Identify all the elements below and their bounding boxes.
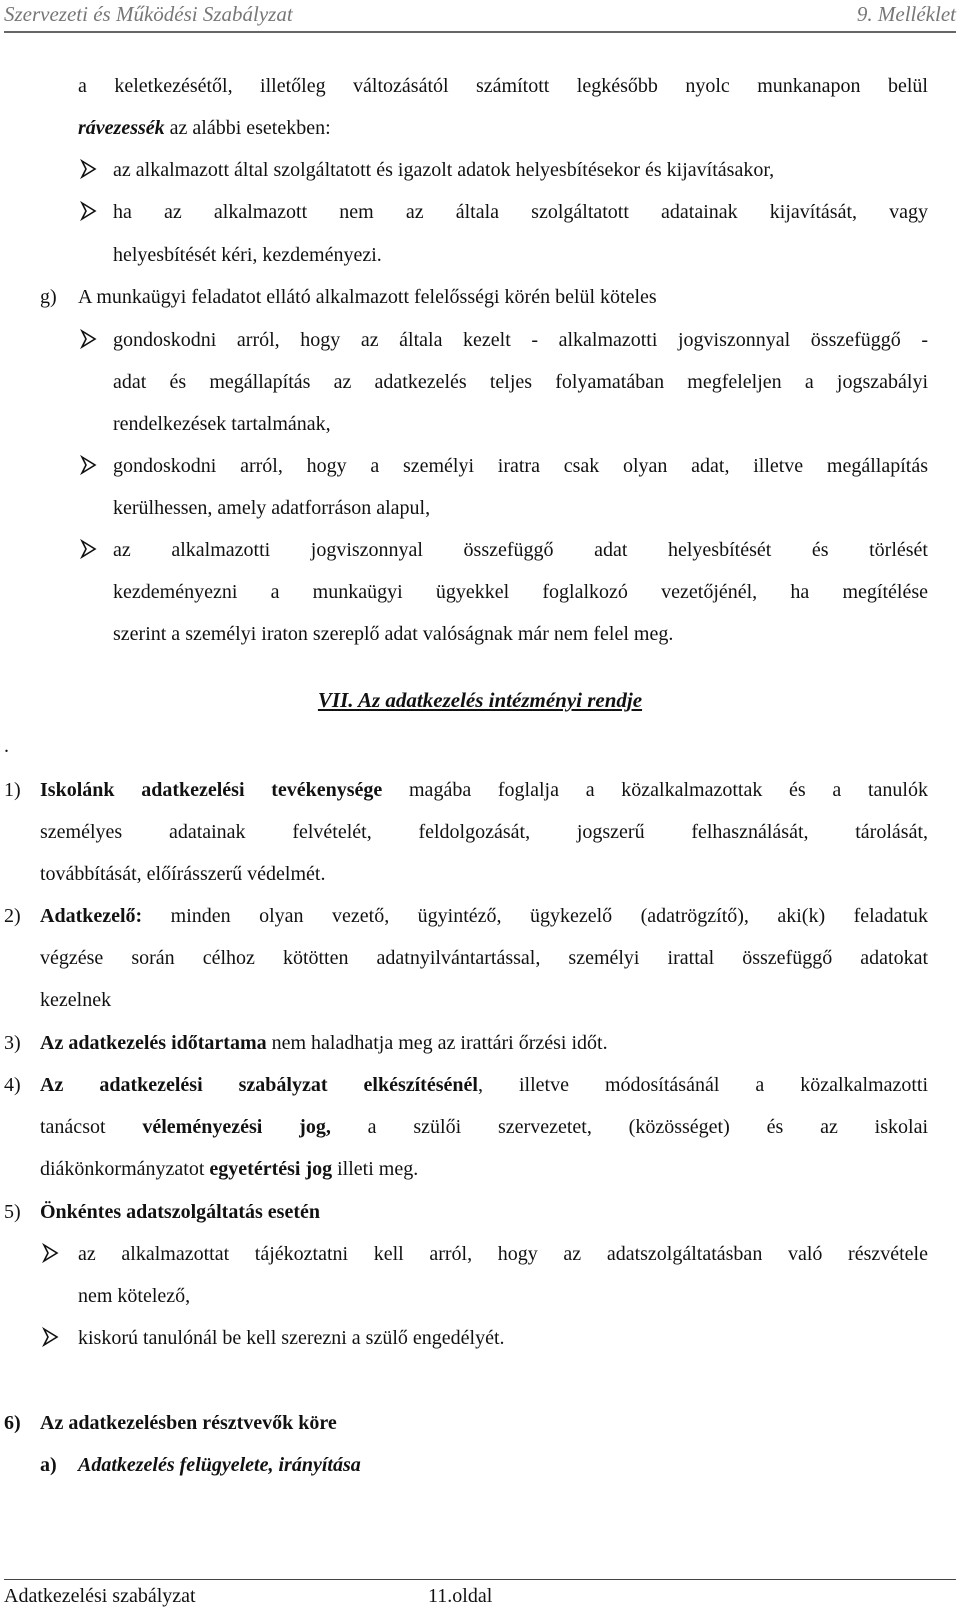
item-4-line-2-a: tanácsot [40, 1116, 143, 1138]
arrow-bullet-icon [80, 158, 98, 180]
header-divider [4, 31, 956, 33]
item-3-number: 3) [4, 1032, 21, 1054]
item-2-heading: Adatkezelő: [40, 905, 143, 927]
item-2-number: 2) [4, 905, 21, 927]
item-4-line-1 [40, 1073, 928, 1097]
section-g-bullet-3-line-2: kezdeményezni a munkaügyi ügyekkel foglalkozó vezetőjénél, ha megítélése [113, 581, 928, 603]
stray-dot: . [4, 735, 9, 757]
page-footer [4, 1577, 956, 1617]
section-g-bullet-2-line-2: kerülhessen, amely adatforráson alapul, [113, 497, 431, 519]
item-4-line-1-rest: , illetve módosításánál a közalkalmazotti [477, 1074, 928, 1096]
item-5-bullet-1-line-1: az alkalmazottat tájékoztatni kell arról, hogy az adatszolgáltatásban való részvétele [78, 1243, 928, 1265]
item-5-bullet-1-line-2: nem kötelező, [78, 1285, 191, 1307]
item-2-line-3: kezelnek [40, 989, 112, 1011]
footer-page-number: 11.oldal [428, 1585, 493, 1607]
item-3-heading: Az adatkezelés időtartama [40, 1032, 267, 1054]
intro-bullet-1: az alkalmazott által szolgáltatott és igazolt adatok helyesbítésekor és kijavításakor, [113, 159, 775, 181]
item-3-line-1-rest: nem haladhatja meg az irattári őrzési időt. [266, 1032, 608, 1054]
arrow-bullet-icon [80, 328, 98, 350]
chapter-title: VII. Az adatkezelés intézményi rendje [317, 688, 643, 712]
intro-line-2-rest: az alábbi esetekben: [164, 117, 331, 139]
item-2-line-2: végzése során célhoz kötötten adatnyilvántartással, személyi irattal összefüggő adatokat [40, 947, 928, 969]
item-1-number: 1) [4, 779, 21, 801]
section-g-label: g) [40, 286, 57, 308]
intro-bullet-2: ha az alkalmazott nem az általa szolgáltatott adatainak kijavítását, vagy [113, 201, 928, 223]
section-g-bullet-1-line-1: gondoskodni arról, hogy az általa kezelt - alkalmazotti jogviszonnyal összefüggő - [113, 329, 928, 351]
item-4-right-opinion: véleményezési jog, [142, 1116, 331, 1138]
section-g-bullet-3-line-1: az alkalmazotti jogviszonnyal összefüggő adat helyesbítését és törlését [113, 539, 928, 561]
item-1-line-1 [40, 778, 928, 802]
item-6-sub-heading: Adatkezelés felügyelete, irányítása [78, 1454, 361, 1476]
item-6-sub-label: a) [40, 1454, 57, 1476]
item-2-line-1-rest: minden olyan vezető, ügyintéző, ügykezelő (adatrögzítő), aki(k) feladatuk [142, 905, 928, 927]
item-2-line-1 [40, 904, 928, 928]
arrow-bullet-icon [80, 454, 98, 476]
section-g-bullet-2-line-1: gondoskodni arról, hogy a személyi iratra csak olyan adat, illetve megállapítás [113, 455, 928, 477]
item-1-line-1-rest: magába foglalja a közalkalmazottak és a tanulók [382, 779, 928, 801]
page-header [4, 0, 956, 30]
section-g-bullet-3-line-3: szerint a személyi iraton szereplő adat valóságnak már nem felel meg. [113, 623, 674, 645]
item-4-right-consent: egyetértési jog [209, 1158, 333, 1180]
item-6-number: 6) [4, 1412, 21, 1434]
intro-line-2 [78, 116, 331, 140]
item-5-bullet-2: kiskorú tanulónál be kell szerezni a szülő engedélyét. [78, 1327, 505, 1349]
item-1-heading: Iskolánk adatkezelési tevékenysége [40, 779, 383, 801]
item-6-heading: Az adatkezelésben résztvevők köre [40, 1412, 337, 1434]
item-4-heading: Az adatkezelési szabályzat elkészítésénél [40, 1074, 478, 1096]
arrow-bullet-icon [80, 538, 98, 560]
item-4-line-3-a: diákönkormányzatot [40, 1158, 210, 1180]
arrow-bullet-icon [80, 200, 98, 222]
item-4-line-3-b: illeti meg. [332, 1158, 419, 1180]
item-1-line-3: továbbítását, előírásszerű védelmét. [40, 863, 326, 885]
item-4-line-2 [40, 1115, 928, 1139]
item-4-number: 4) [4, 1074, 21, 1096]
arrow-bullet-icon [42, 1242, 60, 1264]
item-3-line-1 [40, 1031, 608, 1055]
item-5-heading: Önkéntes adatszolgáltatás esetén [40, 1201, 320, 1223]
footer-document-name: Adatkezelési szabályzat [4, 1585, 196, 1607]
item-4-line-2-b: a szülői szervezetet, (közösséget) és az iskolai [330, 1116, 928, 1138]
item-5-number: 5) [4, 1201, 21, 1223]
section-g-bullet-1-line-2: adat és megállapítás az adatkezelés teljes folyamatában megfeleljen a jogszabályi [113, 371, 928, 393]
footer-divider [4, 1579, 956, 1580]
intro-line-1: a keletkezésétől, illetőleg változásától számított legkésőbb nyolc munkanapon belül [78, 75, 928, 97]
intro-bullet-2-cont: helyesbítését kéri, kezdeményezi. [113, 244, 382, 266]
item-4-line-3 [40, 1157, 418, 1181]
item-1-line-2: személyes adatainak felvételét, feldolgozását, jogszerű felhasználását, tárolását, [40, 821, 928, 843]
arrow-bullet-icon [42, 1326, 60, 1348]
header-appendix-label: 9. Melléklet [856, 2, 956, 26]
section-g-text: A munkaügyi feladatot ellátó alkalmazott felelősségi körén belül köteles [78, 286, 657, 308]
section-g-bullet-1-line-3: rendelkezések tartalmának, [113, 413, 331, 435]
intro-emphasis: rávezessék [78, 117, 165, 139]
header-document-title: Szervezeti és Működési Szabályzat [4, 2, 293, 26]
